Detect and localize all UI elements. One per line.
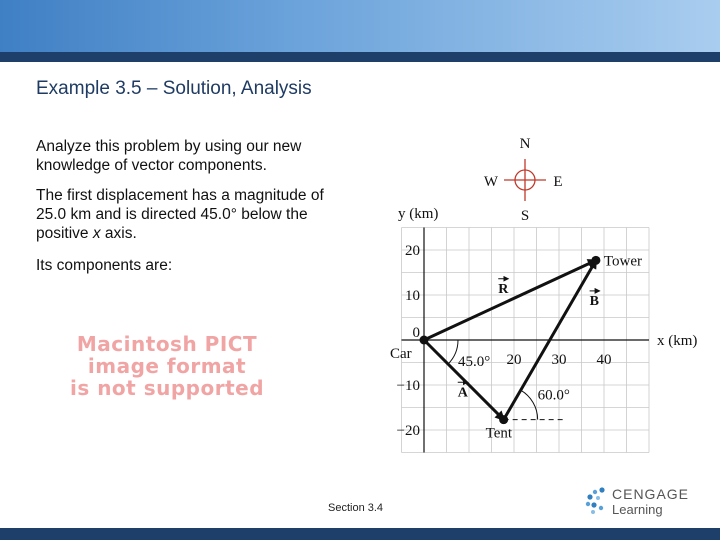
angle-arc-b xyxy=(521,390,538,419)
pict-placeholder xyxy=(36,333,298,399)
y-tick-label: 10 xyxy=(405,288,420,304)
vector-diagram xyxy=(380,128,698,463)
y-tick-label: 0 xyxy=(412,325,420,341)
section-label: Section 3.4 xyxy=(328,502,384,514)
y-tick-label: −10 xyxy=(396,378,420,394)
logo-wordmark: CENGAGE xyxy=(612,486,690,502)
vector-label-r: R xyxy=(498,281,509,297)
compass-west: W xyxy=(483,174,499,190)
diagram-labels xyxy=(390,206,697,442)
vector-label-b: B xyxy=(589,293,599,309)
point-tent xyxy=(499,415,508,424)
logo-subtext: Learning xyxy=(612,502,663,517)
slide-title: Example 3.5 – Solution, Analysis xyxy=(36,78,312,99)
displacement-text: The first displacement has a magnitude of 25.0 km and is directed 45.0° below the positive xyxy=(36,187,324,242)
cengage-logo xyxy=(584,484,694,520)
compass-south: S xyxy=(520,208,530,224)
point-car xyxy=(420,336,429,345)
vector-label-a: A xyxy=(457,385,468,401)
cengage-dots-icon xyxy=(584,486,610,516)
pict-line: Macintosh PICT xyxy=(76,332,258,356)
bottom-bar xyxy=(0,528,720,540)
compass-rose xyxy=(484,136,563,224)
top-divider xyxy=(0,52,720,62)
x-variable: x xyxy=(92,225,101,242)
point-tower xyxy=(591,256,600,265)
x-tick-label: 30 xyxy=(551,352,567,368)
y-tick-label: 20 xyxy=(405,243,420,259)
analysis-paragraph: Analyze this problem by using our new knowledge of vector components. xyxy=(36,138,302,174)
angle-arc-a xyxy=(448,340,458,364)
x-tick-label: 40 xyxy=(596,352,612,368)
displacement-paragraph xyxy=(36,186,356,243)
components-paragraph: Its components are: xyxy=(36,257,173,274)
x-axis-label: x (km) xyxy=(657,333,698,349)
x-tick-label: 20 xyxy=(506,352,522,368)
compass-north: N xyxy=(519,136,531,152)
displacement-text-end: axis. xyxy=(100,225,137,242)
pict-line: is not supported xyxy=(69,376,265,400)
compass-east: E xyxy=(553,174,563,190)
point-label-tent: Tent xyxy=(485,425,513,442)
point-label-car: Car xyxy=(390,346,412,362)
angle-label-a: 45.0° xyxy=(458,354,491,370)
y-tick-label: −20 xyxy=(396,423,420,439)
y-axis-label: y (km) xyxy=(398,206,439,222)
point-label-tower: Tower xyxy=(603,253,643,270)
pict-line: image format xyxy=(87,354,247,378)
top-banner xyxy=(0,0,720,52)
angle-label-b: 60.0° xyxy=(537,387,570,404)
